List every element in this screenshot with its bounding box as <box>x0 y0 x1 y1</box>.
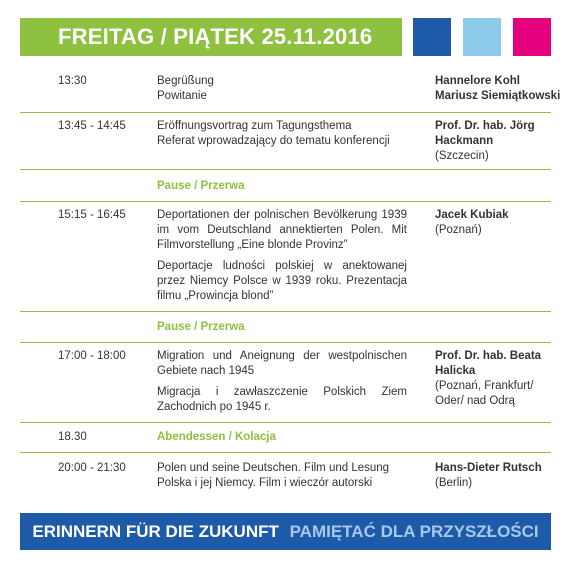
light-blue-square <box>463 18 501 56</box>
event-text <box>157 208 407 304</box>
time-label: 17:00 - 18:00 <box>58 350 126 362</box>
speaker-place: (Poznań) <box>435 224 482 236</box>
speaker <box>435 74 561 104</box>
time-label: 13:45 - 14:45 <box>58 120 126 132</box>
event-pl: Powitanie <box>157 90 207 102</box>
pause-label: Pause / Przerwa <box>157 321 245 333</box>
pause-row <box>20 170 551 202</box>
event-text <box>157 461 407 491</box>
footer-banner <box>20 513 551 550</box>
event-de: Polen und seine Deutschen. Film und Lesung Polska i jej Niemcy. Film i wieczór autorski <box>157 462 390 489</box>
speaker-place: (Poznań, Frankfurt/ Oder/ nad Odrą <box>435 380 534 407</box>
time-label: 15:15 - 16:45 <box>58 209 126 221</box>
speaker-place: (Berlin) <box>435 477 473 489</box>
speaker <box>435 119 553 164</box>
speaker <box>435 349 553 409</box>
event-pl: Migracja i zawłaszczenie Polskich Ziem Zachodnich po 1945 r. <box>157 386 407 413</box>
event-de: Begrüßung <box>157 75 214 87</box>
speaker <box>435 208 553 238</box>
event-de: Eröffnungsvortrag zum Tagungsthema <box>157 120 352 132</box>
speaker-name: Prof. Dr. hab. Beata Halicka <box>435 350 542 377</box>
speaker-name: Jacek Kubiak <box>435 209 509 221</box>
dinner-row <box>20 423 551 453</box>
pause-row <box>20 312 551 343</box>
event-text <box>157 119 407 149</box>
speaker-name: Hans-Dieter Rutsch <box>435 462 542 474</box>
magenta-square <box>513 18 551 56</box>
speaker <box>435 461 553 491</box>
event-text <box>157 349 407 415</box>
speaker-name: Prof. Dr. hab. Jörg Hackmann <box>435 120 535 147</box>
pause-label: Pause / Przerwa <box>157 180 245 192</box>
event-de: Deportationen der polnischen Bevölkerung 1939 im vom Deutschland annektierten Polen. Mit Filmvorstellung „Eine blonde Provinz” <box>157 209 407 251</box>
event-text <box>157 74 407 104</box>
event-pl: Referat wprowadzający do tematu konferencji <box>157 135 390 147</box>
speaker-place: (Szczecin) <box>435 150 489 162</box>
schedule-row <box>20 343 551 423</box>
footer-pl: PAMIĘTAĆ DLA PRZYSZŁOŚCI <box>289 522 539 541</box>
footer-de: ERINNERN FÜR DIE ZUKUNFT <box>32 522 279 541</box>
speaker-name: Hannelore Kohl Mariusz Siemiątkowski <box>435 75 561 102</box>
blue-square <box>413 18 451 56</box>
page-title: FREITAG / PIĄTEK 25.11.2016 <box>20 18 402 56</box>
event-pl: Deportacje ludności polskiej w anektowanej przez Niemcy Polsce w 1939 roku. Prezentacja filmu „Prowincja blond” <box>157 260 407 302</box>
event-de: Migration und Aneignung der westpolnischen Gebiete nach 1945 <box>157 350 407 377</box>
time-label: 13:30 <box>58 75 87 87</box>
time-label: 18.30 <box>58 431 87 443</box>
schedule-row <box>20 453 551 503</box>
time-label: 20:00 - 21:30 <box>58 462 126 474</box>
dinner-label: Abendessen / Kolacja <box>157 431 276 443</box>
schedule-row <box>20 202 551 312</box>
schedule-row <box>20 113 551 170</box>
schedule-row <box>20 68 561 113</box>
schedule-table <box>20 68 561 503</box>
